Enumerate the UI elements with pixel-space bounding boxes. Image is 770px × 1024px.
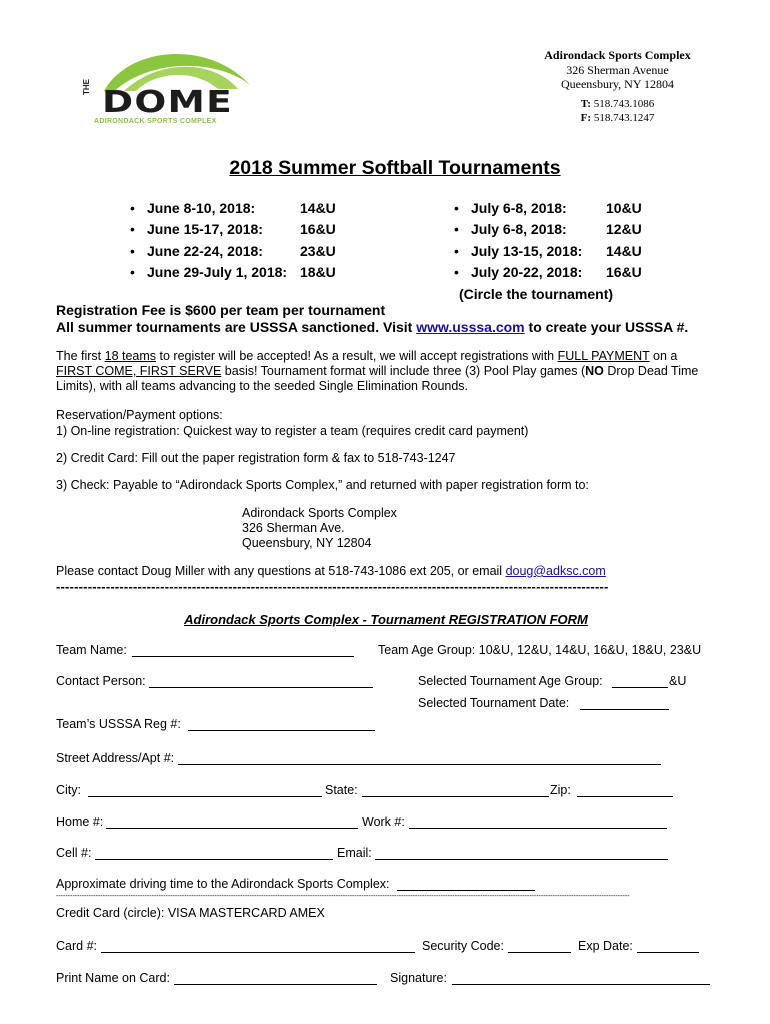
home-phone-label: Home #:: [56, 815, 104, 829]
list-item-age: 16&U: [606, 264, 642, 280]
section-divider: --------------------------------------------------------------------------------------------------------------------------: [56, 579, 609, 594]
list-item-age: 23&U: [300, 243, 336, 259]
team-age-group-label: Team Age Group: 10&U, 12&U, 14&U, 16&U, 18&U, 23&U: [378, 643, 702, 657]
credit-card-type-label: Credit Card (circle): VISA MASTERCARD AMEX: [56, 906, 325, 920]
city-label: City:: [56, 783, 81, 797]
list-item-age: 12&U: [606, 221, 642, 237]
org-street: 326 Sherman Avenue: [566, 62, 669, 77]
contact-person-field[interactable]: [149, 687, 373, 688]
list-item: • July 6-8, 2018:: [454, 221, 567, 237]
exp-date-field[interactable]: [637, 952, 699, 953]
list-item: • July 13-15, 2018:: [454, 243, 583, 259]
mail-address-line1: Adirondack Sports Complex: [242, 506, 397, 520]
security-code-field[interactable]: [508, 952, 571, 953]
org-name: Adirondack Sports Complex: [544, 48, 691, 62]
mail-address-line3: Queensbury, NY 12804: [242, 536, 372, 550]
list-item: • July 6-8, 2018:: [454, 200, 567, 216]
info-line-3: Limits), with all teams advancing to the seeded Single Elimination Rounds.: [56, 379, 469, 393]
zip-field[interactable]: [577, 796, 673, 797]
info-line-2: FIRST COME, FIRST SERVE basis! Tournament format will include three (3) Pool Play games (NO Drop Dead Time: [56, 364, 699, 378]
street-label: Street Address/Apt #:: [56, 751, 175, 765]
contact-person-label: Contact Person:: [56, 674, 146, 688]
usssa-link[interactable]: www.usssa.com: [416, 319, 525, 335]
payment-divider: ------------------------------------------------------------------------------------------------------------------------------------------------------------------------------------------------------------------------------------------------------: [56, 893, 630, 900]
list-item: • June 8-10, 2018:: [130, 200, 256, 216]
print-name-field[interactable]: [174, 984, 377, 985]
logo-tagline: ADIRONDACK SPORTS COMPLEX: [94, 118, 217, 125]
state-label: State:: [325, 783, 358, 797]
signature-label: Signature:: [390, 971, 447, 985]
cell-phone-field[interactable]: [95, 859, 333, 860]
list-item: • June 22-24, 2018:: [130, 243, 263, 259]
list-item-age: 16&U: [300, 221, 336, 237]
form-title: Adirondack Sports Complex - Tournament REGISTRATION FORM: [184, 612, 588, 627]
mail-address-line2: 326 Sherman Ave.: [242, 521, 345, 535]
card-number-field[interactable]: [101, 952, 415, 953]
email-link[interactable]: doug@adksc.com: [505, 564, 606, 578]
list-item: • June 29-July 1, 2018:: [130, 264, 288, 280]
usssa-reg-field[interactable]: [188, 730, 375, 731]
list-item: • June 15-17, 2018:: [130, 221, 263, 237]
list-item-age: 14&U: [300, 200, 336, 216]
selected-age-group-field[interactable]: [612, 687, 668, 688]
team-name-field[interactable]: [132, 656, 354, 657]
fax-label: F:: [580, 111, 592, 124]
work-phone-label: Work #:: [362, 815, 405, 829]
email-field[interactable]: [375, 859, 668, 860]
dome-logo: [82, 45, 253, 130]
street-field[interactable]: [178, 764, 661, 765]
info-line-1: The first 18 teams to register will be accepted! As a result, we will accept registrations with FULL PAYMENT on a: [56, 349, 678, 363]
print-name-label: Print Name on Card:: [56, 971, 170, 985]
logo-word: DOME: [102, 85, 233, 120]
driving-time-label: Approximate driving time to the Adirondack Sports Complex:: [56, 877, 390, 891]
contact-line: Please contact Doug Miller with any questions at 518-743-1086 ext 205, or email doug@adksc.com: [56, 564, 606, 578]
usssa-reg-label: Team’s USSSA Reg #:: [56, 717, 181, 731]
option-credit-card: 2) Credit Card: Fill out the paper registration form & fax to 518-743-1247: [56, 451, 456, 465]
list-item-age: 18&U: [300, 264, 336, 280]
selected-date-label: Selected Tournament Date:: [418, 696, 570, 710]
selected-age-group-label: Selected Tournament Age Group:: [418, 674, 603, 688]
signature-field[interactable]: [452, 984, 710, 985]
options-heading: Reservation/Payment options:: [56, 408, 223, 422]
selected-date-field[interactable]: [580, 709, 669, 710]
city-field[interactable]: [88, 796, 322, 797]
home-phone-field[interactable]: [106, 828, 358, 829]
selected-age-suffix: &U: [669, 674, 687, 688]
circle-note: (Circle the tournament): [459, 286, 614, 302]
option-check: 3) Check: Payable to “Adirondack Sports Complex,” and returned with paper registration form to:: [56, 478, 589, 492]
org-city: Queensbury, NY 12804: [560, 77, 675, 91]
list-item: • July 20-22, 2018:: [454, 264, 583, 280]
registration-fee: Registration Fee is $600 per team per tournament: [56, 302, 386, 318]
team-name-label: Team Name:: [56, 643, 127, 657]
cell-phone-label: Cell #:: [56, 846, 92, 860]
security-code-label: Security Code:: [422, 939, 504, 953]
card-number-label: Card #:: [56, 939, 97, 953]
fax-number: 518.743.1247: [593, 111, 655, 124]
tel-label: T:: [580, 97, 591, 110]
list-item-age: 14&U: [606, 243, 642, 259]
tel-number: 518.743.1086: [593, 97, 655, 110]
email-label: Email:: [337, 846, 372, 860]
page-title: 2018 Summer Softball Tournaments: [229, 157, 561, 179]
header-address: [500, 48, 735, 125]
sanction-line: All summer tournaments are USSSA sanctioned. Visit www.usssa.com to create your USSSA #.: [56, 319, 689, 335]
zip-label: Zip:: [550, 783, 571, 797]
option-online: 1) On-line registration: Quickest way to register a team (requires credit card payment): [56, 424, 529, 438]
work-phone-field[interactable]: [409, 828, 667, 829]
list-item-age: 10&U: [606, 200, 642, 216]
state-field[interactable]: [362, 796, 549, 797]
driving-time-field[interactable]: [397, 890, 535, 891]
logo-prefix: THE: [82, 79, 91, 95]
exp-date-label: Exp Date:: [578, 939, 633, 953]
